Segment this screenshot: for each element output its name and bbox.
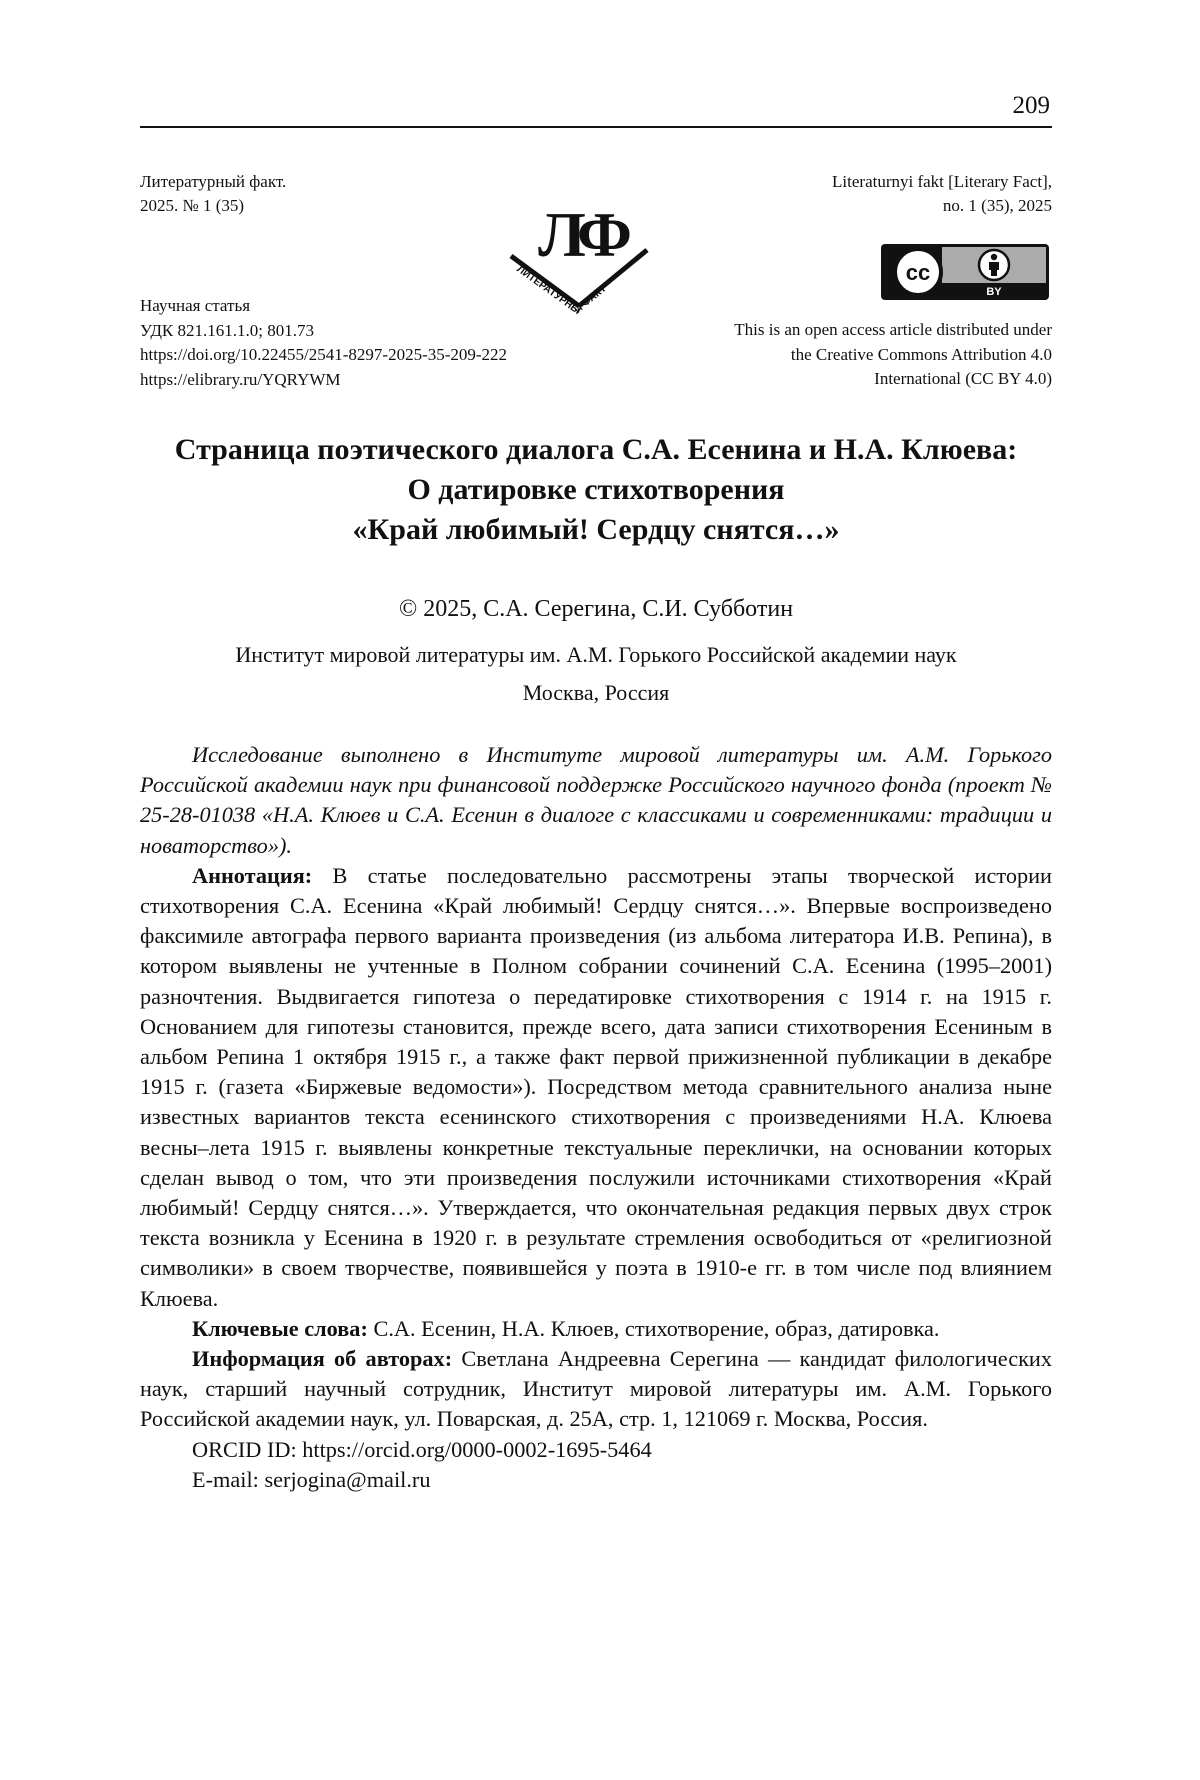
journal-issue-ru: 2025. № 1 (35) — [140, 196, 245, 215]
journal-name-en: Literaturnyi fakt [Literary Fact], — [832, 172, 1052, 191]
journal-logo — [505, 190, 655, 320]
udk-code: УДК 821.161.1.0; 801.73 — [140, 320, 314, 340]
author-info-text: Светлана Андреевна Серегина — кандидат филологических наук, старший научный сотрудник, Институт мировой литературы им. А.М. Горького Российской академии наук, ул. Поварская, д. 25А, стр. 1, 121069 г. Москва, Россия. — [140, 1346, 1052, 1432]
journal-name-ru: Литературный факт. — [140, 172, 287, 191]
article-type: Научная статья — [140, 296, 251, 315]
keywords-paragraph — [140, 1314, 1052, 1344]
abstract-text: В статье последовательно рассмотрены этапы творческой истории стихотворения С.А. Есенина «Край любимый! Сердцу снятся…». Впервые воспроизведено факсимиле автографа первого варианта произведения (из альбома литератора И.В. Репина), в котором выявлены не учтенные в Полном собрании сочинений С.А. Есенина (1995–2001) разночтения. Выдвигается гипотеза о передатировке стихотворения с 1914 г. на 1915 г. Основанием для гипотезы становится, прежде всего, дата записи стихотворения Есениным в альбом Репина 1 октября 1915 г., а также факт первой прижизненной публикации в декабре 1915 г. (газета «Биржевые ведомости»). Посредством метода сравнительного анализа ныне известных вариантов текста есенинского стихотворения с произведениями Н.А. Клюева весны–лета 1915 г. выявлены конкретные текстуальные переклички, на основании которых сделан вывод о том, что эти произведения послужили источниками стихотворения «Край любимый! Сердцу снятся…». Утверждается, что окончательная редакция первых двух строк текста возникла у Есенина в 1920 г. в результате стремления освободиться от «религиозной символики» в своем творчестве, появившейся у поэта в 1910-е гг. в том числе под влиянием Клюева. — [140, 862, 1052, 1311]
cc-by-license-badge — [880, 243, 1050, 301]
article-metadata — [140, 294, 507, 392]
keywords-label: Ключевые слова: — [192, 1315, 368, 1341]
page-number: 209 — [1012, 92, 1050, 119]
author-info-label: Информация об авторах: — [192, 1346, 453, 1372]
author-affiliation — [140, 636, 1052, 712]
email-line[interactable]: E-mail: serjogina@mail.ru — [192, 1466, 431, 1492]
logo-caption: ЛИТЕРАТУРНЫЙ ФАКТ — [514, 263, 609, 317]
title-line: Страница поэтического диалога С.А. Есенина и Н.А. Клюева: — [174, 433, 1018, 466]
logo-letters: ЛФ — [538, 199, 624, 270]
funding-note: Исследование выполнено в Институте мировой литературы им. А.М. Горького Российской академии наук при финансовой поддержке Российского научного фонда (проект № 25-28-01038 «Н.А. Клюев и С.А. Есенин в диалоге с классиками и современниками: традиции и новаторство»). — [140, 742, 1052, 858]
article-front-matter — [140, 740, 1052, 1495]
title-line: О датировке стихотворения — [407, 473, 785, 506]
abstract-label: Аннотация: — [192, 862, 313, 888]
doi-link[interactable]: https://doi.org/10.22455/2541-8297-2025-35-209-222 — [140, 345, 508, 364]
license-statement: This is an open access article distributed under the Creative Commons Attribution 4.0 International (CC BY 4.0) — [734, 320, 1052, 388]
article-authors: © 2025, С.А. Серегина, С.И. Субботин — [398, 596, 794, 622]
affiliation-institute: Институт мировой литературы им. А.М. Горького Российской академии наук — [235, 642, 957, 667]
affiliation-location: Москва, Россия — [522, 680, 670, 705]
author-info-paragraph — [140, 1344, 1052, 1435]
journal-header-ru — [140, 170, 286, 218]
journal-issue-en: no. 1 (35), 2025 — [942, 196, 1052, 215]
keywords-text: С.А. Есенин, Н.А. Клюев, стихотворение, образ, датировка. — [373, 1315, 940, 1341]
by-label: BY — [986, 286, 1002, 298]
cc-letters: cc — [905, 260, 931, 285]
article-title — [110, 430, 1082, 550]
abstract-paragraph — [140, 861, 1052, 1314]
journal-header-en — [832, 170, 1052, 218]
header-rule — [140, 126, 1052, 128]
orcid-line[interactable]: ORCID ID: https://orcid.org/0000-0002-1695-5464 — [192, 1436, 652, 1462]
title-line: «Край любимый! Сердцу снятся…» — [352, 513, 840, 546]
elibrary-link[interactable]: https://elibrary.ru/YQRYWM — [140, 369, 341, 389]
